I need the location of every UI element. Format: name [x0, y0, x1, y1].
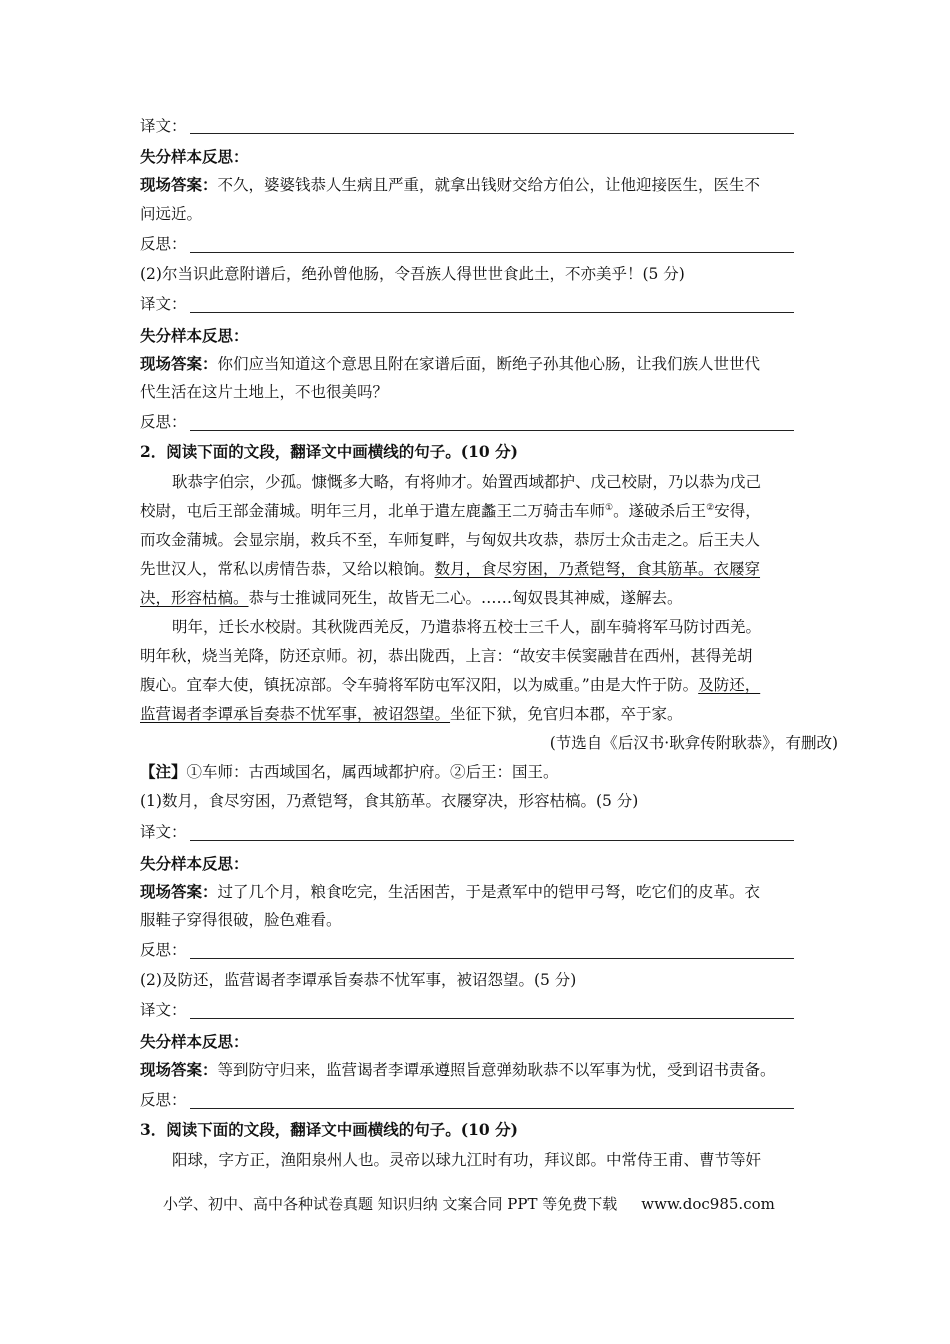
footnote-marker: ② — [706, 502, 715, 513]
reflection-label: 反思： — [140, 941, 187, 959]
underlined-sentence: 监营谒者李谭承旨奏恭不忧军事，被诏怨望。 — [140, 705, 451, 723]
scene-answer-text: 服鞋子穿得很破，脸色难看。 — [140, 911, 342, 929]
note-line — [140, 761, 812, 783]
reflection-blank[interactable] — [190, 1108, 794, 1109]
passage-text: 。遂破杀后王 — [613, 502, 707, 520]
passage-text: 坐征下狱，免官归本郡，卒于家。 — [450, 705, 683, 723]
question-heading: 2．阅读下面的文段，翻译文中画横线的句子。(10 分) — [140, 442, 518, 461]
passage-line — [140, 703, 812, 725]
translation-label: 译文： — [140, 117, 187, 135]
passage-line — [140, 558, 812, 580]
translation-blank[interactable] — [190, 840, 794, 841]
passage-line: 耿恭字伯宗，少孤。慷慨多大略，有将帅才。始置西域都护、戊己校尉，乃以恭为戊己 — [172, 473, 762, 491]
passage-text: 腹心。宜奉大使，镇抚凉部。令车骑将军防屯军汉阳，以为威重。”由是大忤于防。 — [140, 676, 699, 694]
translation-label: 译文： — [140, 295, 187, 313]
reflection-label: 反思： — [140, 1091, 187, 1109]
scene-answer-label: 现场答案： — [140, 1060, 218, 1079]
question-prompt: (2)尔当识此意附谱后，绝孙曾他肠，令吾族人得世世食此土，不亦美乎！(5 分) — [140, 265, 685, 283]
scene-answer-label: 现场答案： — [140, 882, 218, 901]
translation-label: 译文： — [140, 823, 187, 841]
scene-answer-label: 现场答案： — [140, 175, 218, 194]
reflection-blank[interactable] — [190, 430, 794, 431]
underlined-sentence: 及防还， — [698, 676, 761, 694]
reflection-title: 失分样本反思： — [140, 1032, 249, 1051]
reflection-label: 反思： — [140, 413, 187, 431]
source-citation: (节选自《后汉书·耿弇传附耿恭》，有删改) — [549, 734, 838, 752]
question-prompt: (1)数月，食尽穷困，乃煮铠弩，食其筋革。衣屦穿决，形容枯槁。(5 分) — [140, 792, 639, 810]
scene-answer-line — [140, 174, 812, 196]
passage-text: 恭与士推诚同死生，故皆无二心。……匈奴畏其神威，遂解去。 — [248, 589, 683, 607]
scene-answer-text: 问远近。 — [140, 205, 203, 223]
reflection-title: 失分样本反思： — [140, 326, 249, 345]
passage-text: 先世汉人，常私以虏情告恭，又给以粮饷。 — [140, 560, 435, 578]
note-text: ①车师：古西域国名，属西域都护府。②后王：国王。 — [186, 763, 559, 781]
scene-answer-text: 过了几个月，粮食吃完，生活困苦，于是煮军中的铠甲弓弩，吃它们的皮革。衣 — [217, 883, 761, 901]
passage-text: 安得， — [714, 502, 761, 520]
footnote-marker: ① — [605, 502, 614, 513]
passage-line — [140, 674, 812, 696]
question-heading: 3．阅读下面的文段，翻译文中画横线的句子。(10 分) — [140, 1120, 518, 1139]
passage-text: 校尉，屯后王部金蒲城。明年三月，北单于遣左鹿蠡王二万骑击车师 — [140, 502, 606, 520]
scene-answer-label: 现场答案： — [140, 354, 218, 373]
passage-line: 而攻金蒲城。会显宗崩，救兵不至，车师复畔，与匈奴共攻恭，恭厉士众击走之。后王夫人 — [140, 531, 761, 549]
note-label: 【注】 — [140, 762, 187, 781]
passage-line: 明年，迁长水校尉。其秋陇西羌反，乃遣恭将五校士三千人，副车骑将军马防讨西羌。 — [172, 618, 762, 636]
footer-text: 小学、初中、高中各种试卷真题 知识归纳 文案合同 PPT 等免费下载 — [163, 1195, 618, 1213]
reflection-label: 反思： — [140, 235, 187, 253]
question-prompt: (2)及防还，监营谒者李谭承旨奏恭不忧军事，被诏怨望。(5 分) — [140, 971, 577, 989]
translation-blank[interactable] — [190, 1018, 794, 1019]
reflection-blank[interactable] — [190, 252, 794, 253]
scene-answer-text: 你们应当知道这个意思且附在家谱后面，断绝子孙其他心肠，让我们族人世世代 — [217, 355, 761, 373]
translation-blank[interactable] — [190, 133, 794, 134]
page-footer — [163, 1193, 775, 1214]
underlined-sentence: 决，形容枯槁。 — [140, 589, 249, 607]
passage-line: 明年秋，烧当羌降，防还京师。初，恭出陇西，上言：“故安丰侯窦融昔在西州，甚得羌胡 — [140, 647, 753, 665]
footer-url[interactable]: www.doc985.com — [641, 1195, 775, 1213]
scene-answer-text: 等到防守归来，监营谒者李谭承遵照旨意弹劾耿恭不以军事为忧，受到诏书责备。 — [217, 1061, 776, 1079]
passage-line: 阳球，字方正，渔阳泉州人也。灵帝以球九江时有功，拜议郎。中常侍王甫、曹节等奸 — [172, 1151, 762, 1169]
passage-line — [140, 587, 812, 609]
translation-label: 译文： — [140, 1001, 187, 1019]
scene-answer-text: 代生活在这片土地上，不也很美吗？ — [140, 383, 389, 401]
scene-answer-text: 不久，婆婆钱恭人生病且严重，就拿出钱财交给方伯公，让他迎接医生，医生不 — [217, 176, 761, 194]
scene-answer-line — [140, 353, 812, 375]
translation-blank[interactable] — [190, 312, 794, 313]
reflection-blank[interactable] — [190, 958, 794, 959]
reflection-title: 失分样本反思： — [140, 147, 249, 166]
underlined-sentence: 数月，食尽穷困，乃煮铠弩，食其筋革。衣屦穿 — [434, 560, 761, 578]
passage-line — [140, 500, 812, 522]
scene-answer-line — [140, 881, 812, 903]
scene-answer-line — [140, 1059, 830, 1081]
reflection-title: 失分样本反思： — [140, 854, 249, 873]
